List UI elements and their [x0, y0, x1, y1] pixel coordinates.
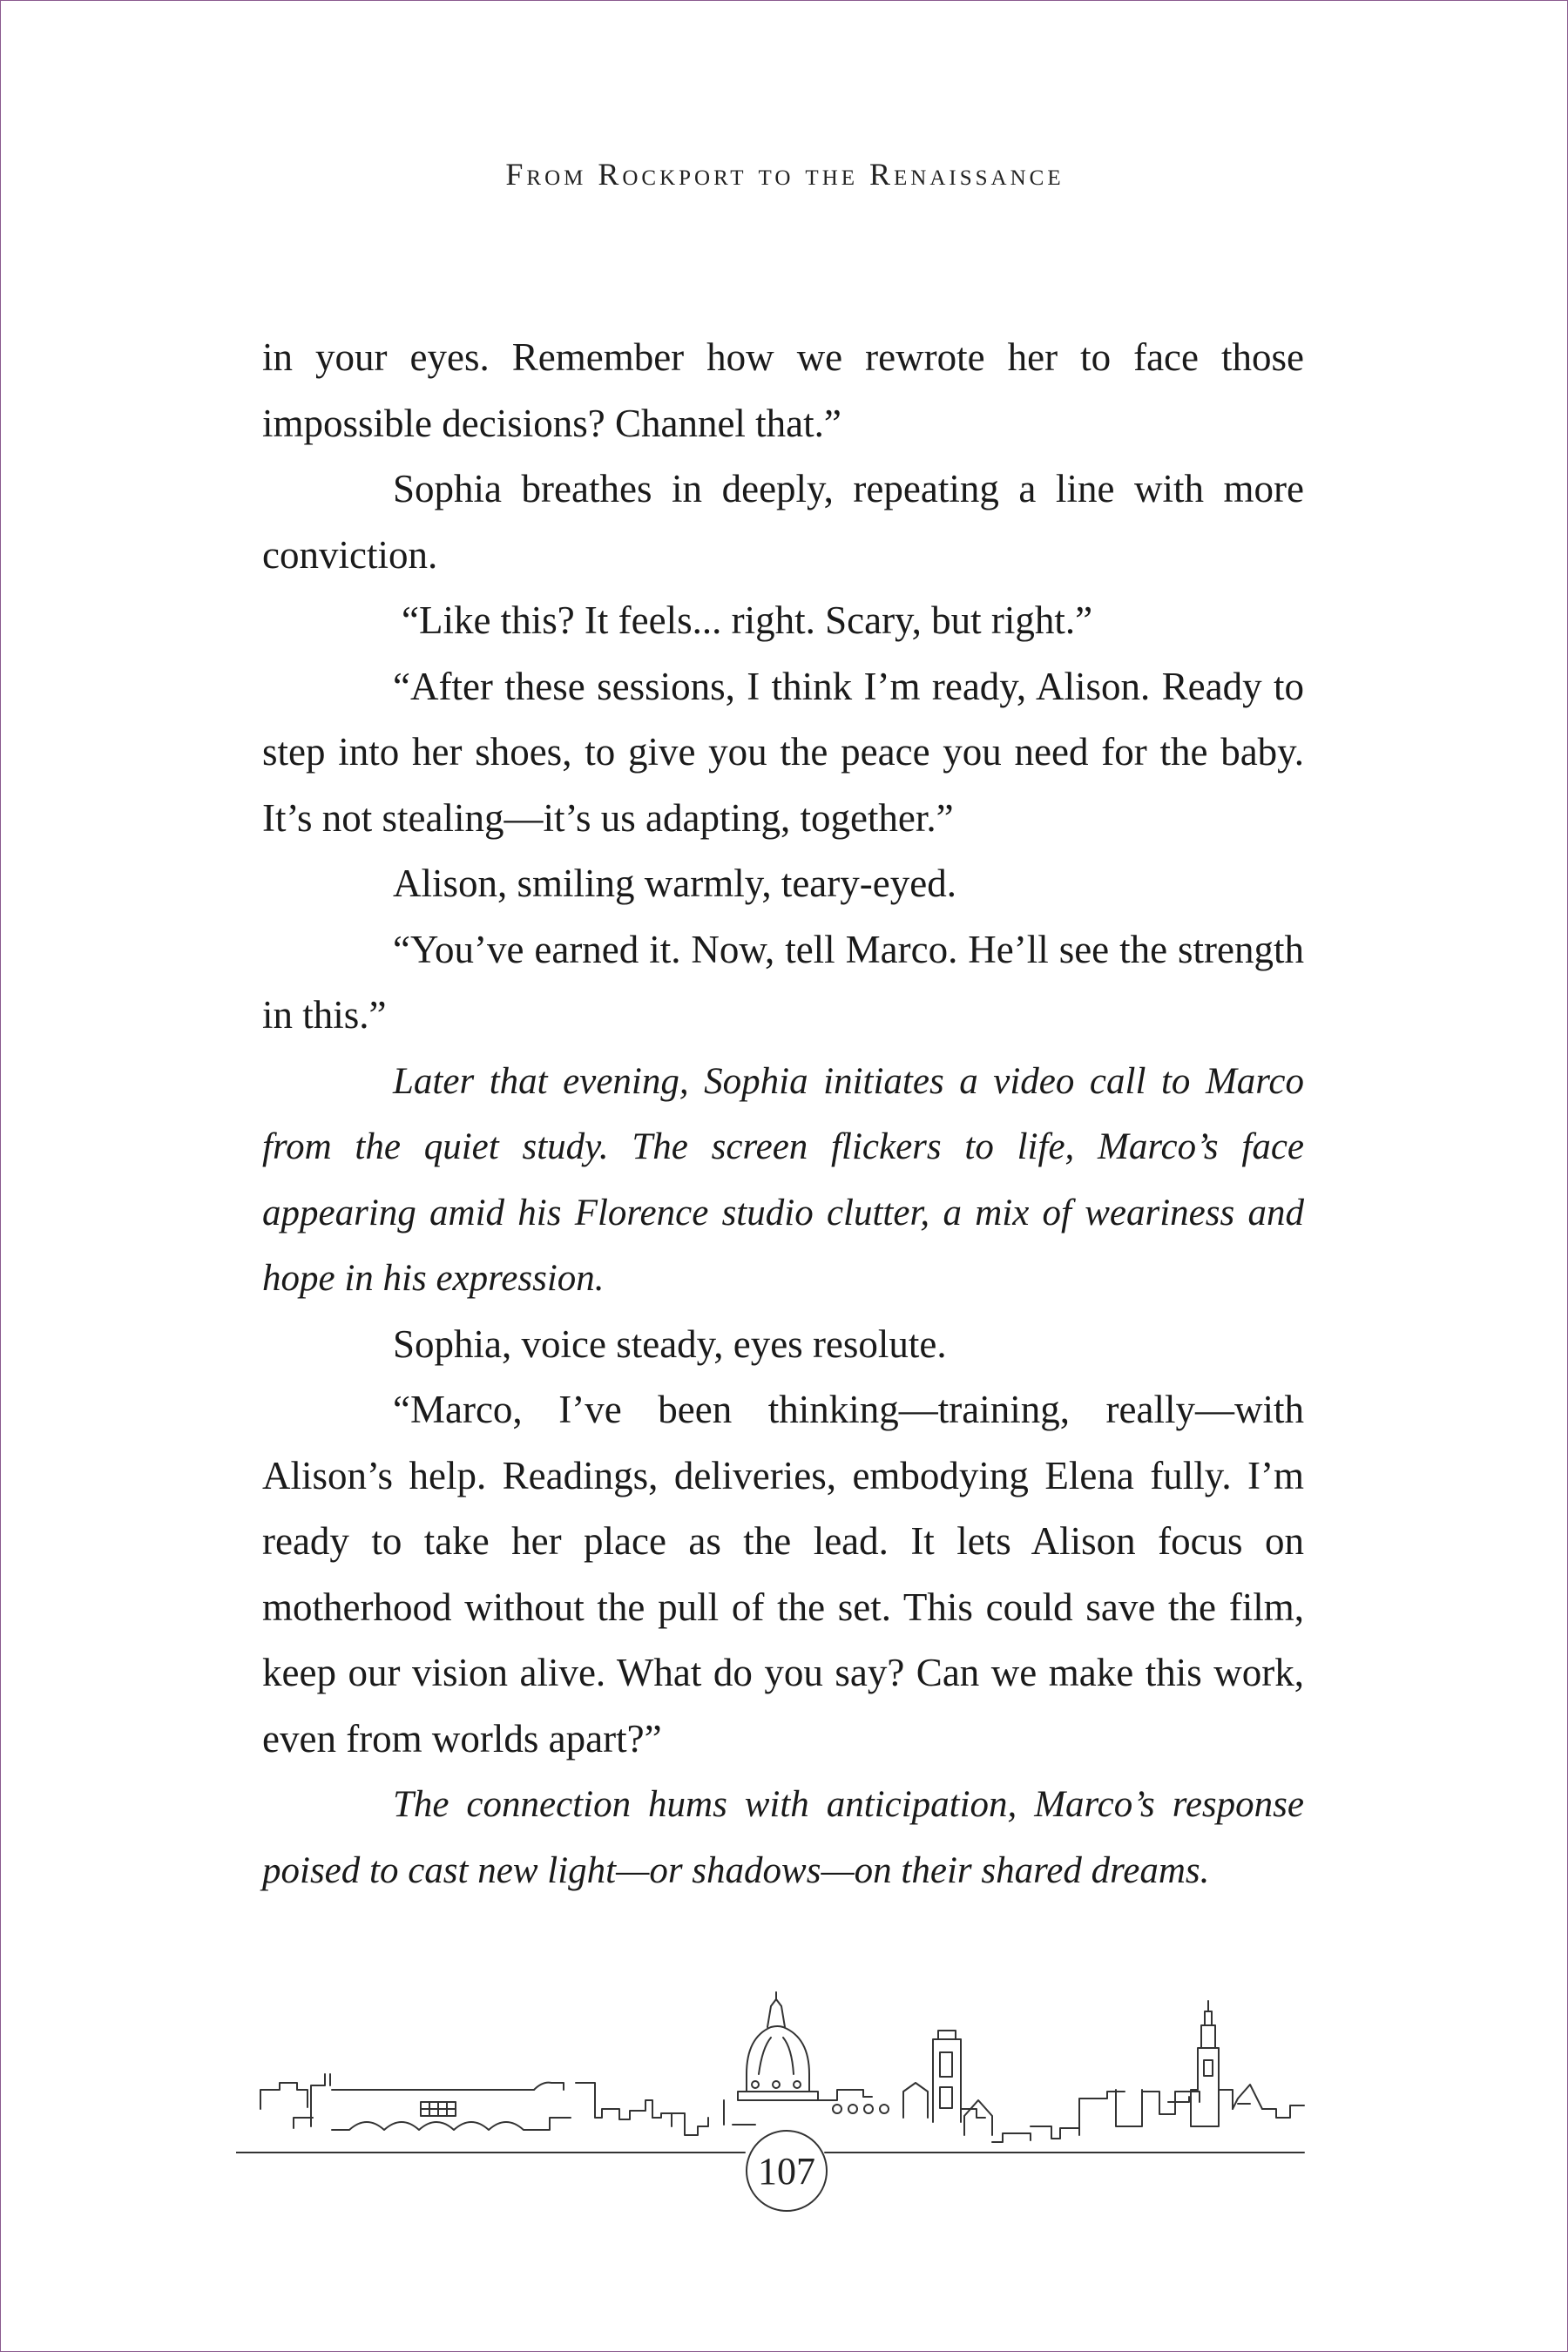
- running-header: From Rockport to the Renaissance: [505, 157, 1064, 192]
- paragraph-continuation: in your eyes. Remember how we rewrote her to face those impossible decisions? Channel that.”: [262, 335, 1304, 445]
- dialogue-paragraph: “Marco, I’ve been thinking—training, really—with Alison’s help. Readings, deliveries, embodying Elena fully. I’m ready to take her place as the lead. It lets Alison focus on motherhood without the pull of the set. This could save the film, keep our vision alive. What do you say? Can we make this work, even from worlds apart?”: [262, 1388, 1304, 1761]
- paragraph: Sophia, voice steady, eyes resolute.: [393, 1321, 947, 1366]
- dialogue-paragraph: “You’ve earned it. Now, tell Marco. He’ll see the strength in this.”: [262, 927, 1304, 1037]
- body-text: [262, 325, 1304, 1903]
- paragraph: Sophia breathes in deeply, repeating a line with more conviction.: [262, 467, 1304, 577]
- stage-direction-paragraph: Later that evening, Sophia initiates a video call to Marco from the quiet study. The screen flickers to life, Marco’s face appearing amid his Florence studio clutter, a mix of weariness and hope in his expression.: [262, 1060, 1304, 1299]
- dialogue-paragraph: “After these sessions, I think I’m ready, Alison. Ready to step into her shoes, to give you the peace you need for the baby. It’s not stealing—it’s us adapting, together.”: [262, 664, 1304, 840]
- dialogue-paragraph: “Like this? It feels... right. Scary, but right.”: [402, 598, 1093, 642]
- paragraph: Alison, smiling warmly, teary-eyed.: [393, 862, 956, 905]
- page-number: 107: [746, 2130, 828, 2212]
- stage-direction-paragraph: The connection hums with anticipation, Marco’s response poised to cast new light—or shadows—on their shared dreams.: [262, 1784, 1304, 1891]
